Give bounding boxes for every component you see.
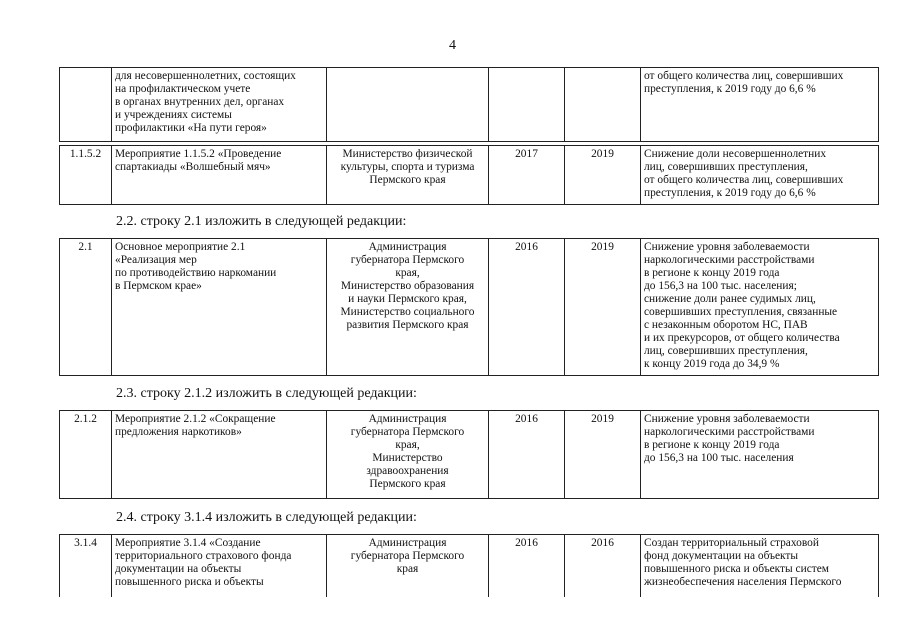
executor: Министерство физической культуры, спорта и туризма Пермского края xyxy=(327,146,489,205)
amendment-instruction: 2.3. строку 2.1.2 изложить в следующей редакции: xyxy=(116,386,417,401)
expected-result: Создан территориальный страховой фонд документации на объекты повышенного риска и объекты систем жизнеобеспечения населения Пермского xyxy=(641,535,879,597)
end-year xyxy=(565,68,641,142)
amendment-instruction: 2.4. строку 3.1.4 изложить в следующей редакции: xyxy=(116,510,417,525)
start-year xyxy=(489,68,565,142)
start-year: 2016 xyxy=(489,535,565,597)
end-year: 2019 xyxy=(565,411,641,499)
start-year: 2016 xyxy=(489,411,565,499)
row-number: 3.1.4 xyxy=(60,535,112,597)
end-year: 2016 xyxy=(565,535,641,597)
row-number: 2.1.2 xyxy=(60,411,112,499)
expected-result: от общего количества лиц, совершивших преступления, к 2019 году до 6,6 % xyxy=(641,68,879,142)
row-number: 1.1.5.2 xyxy=(60,146,112,205)
expected-result: Снижение доли несовершеннолетних лиц, совершивших преступления, от общего количества лиц, совершивших преступления, к 2019 году до 6,6 % xyxy=(641,146,879,205)
start-year: 2017 xyxy=(489,146,565,205)
event-name: Мероприятие 3.1.4 «Создание территориального страхового фонда документации на объекты повышенного риска и объекты xyxy=(112,535,327,597)
table-row xyxy=(60,68,879,142)
table-fragment-continuation xyxy=(59,67,879,142)
expected-result: Снижение уровня заболеваемости наркологическими расстройствами в регионе к концу 2019 года до 156,3 на 100 тыс. населения; снижение доли ранее судимых лиц, совершивших преступления, связанные с незаконным оборотом НС, ПАВ и их прекурсоров, от общего количества лиц, совершивших преступления, к концу 2019 года до 34,9 % xyxy=(641,239,879,376)
executor xyxy=(327,68,489,142)
table-row xyxy=(60,535,879,597)
event-name: Основное мероприятие 2.1 «Реализация мер по противодействию наркомании в Пермском крае» xyxy=(112,239,327,376)
event-name: Мероприятие 1.1.5.2 «Проведение спартакиады «Волшебный мяч» xyxy=(112,146,327,205)
page-number: 4 xyxy=(449,38,456,53)
amendment-instruction: 2.2. строку 2.1 изложить в следующей редакции: xyxy=(116,214,407,229)
table-row xyxy=(60,411,879,499)
table-fragment-2-1-2 xyxy=(59,410,879,499)
table-row xyxy=(60,239,879,376)
executor: Администрация губернатора Пермского края, Министерство здравоохранения Пермского края xyxy=(327,411,489,499)
row-number xyxy=(60,68,112,142)
table-row xyxy=(60,146,879,205)
end-year: 2019 xyxy=(565,239,641,376)
event-name: для несовершеннолетних, состоящих на профилактическом учете в органах внутренних дел, органах и учреждениях системы профилактики «На пути героя» xyxy=(112,68,327,142)
expected-result: Снижение уровня заболеваемости наркологическими расстройствами в регионе к концу 2019 года до 156,3 на 100 тыс. населения xyxy=(641,411,879,499)
event-name: Мероприятие 2.1.2 «Сокращение предложения наркотиков» xyxy=(112,411,327,499)
table-fragment-3-1-4 xyxy=(59,534,879,597)
table-fragment-2-1 xyxy=(59,238,879,376)
row-number: 2.1 xyxy=(60,239,112,376)
executor: Администрация губернатора Пермского края, Министерство образования и науки Пермского края, Министерство социального развития Пермского края xyxy=(327,239,489,376)
start-year: 2016 xyxy=(489,239,565,376)
executor: Администрация губернатора Пермского края xyxy=(327,535,489,597)
end-year: 2019 xyxy=(565,146,641,205)
table-fragment-1-1-5-2 xyxy=(59,145,879,205)
